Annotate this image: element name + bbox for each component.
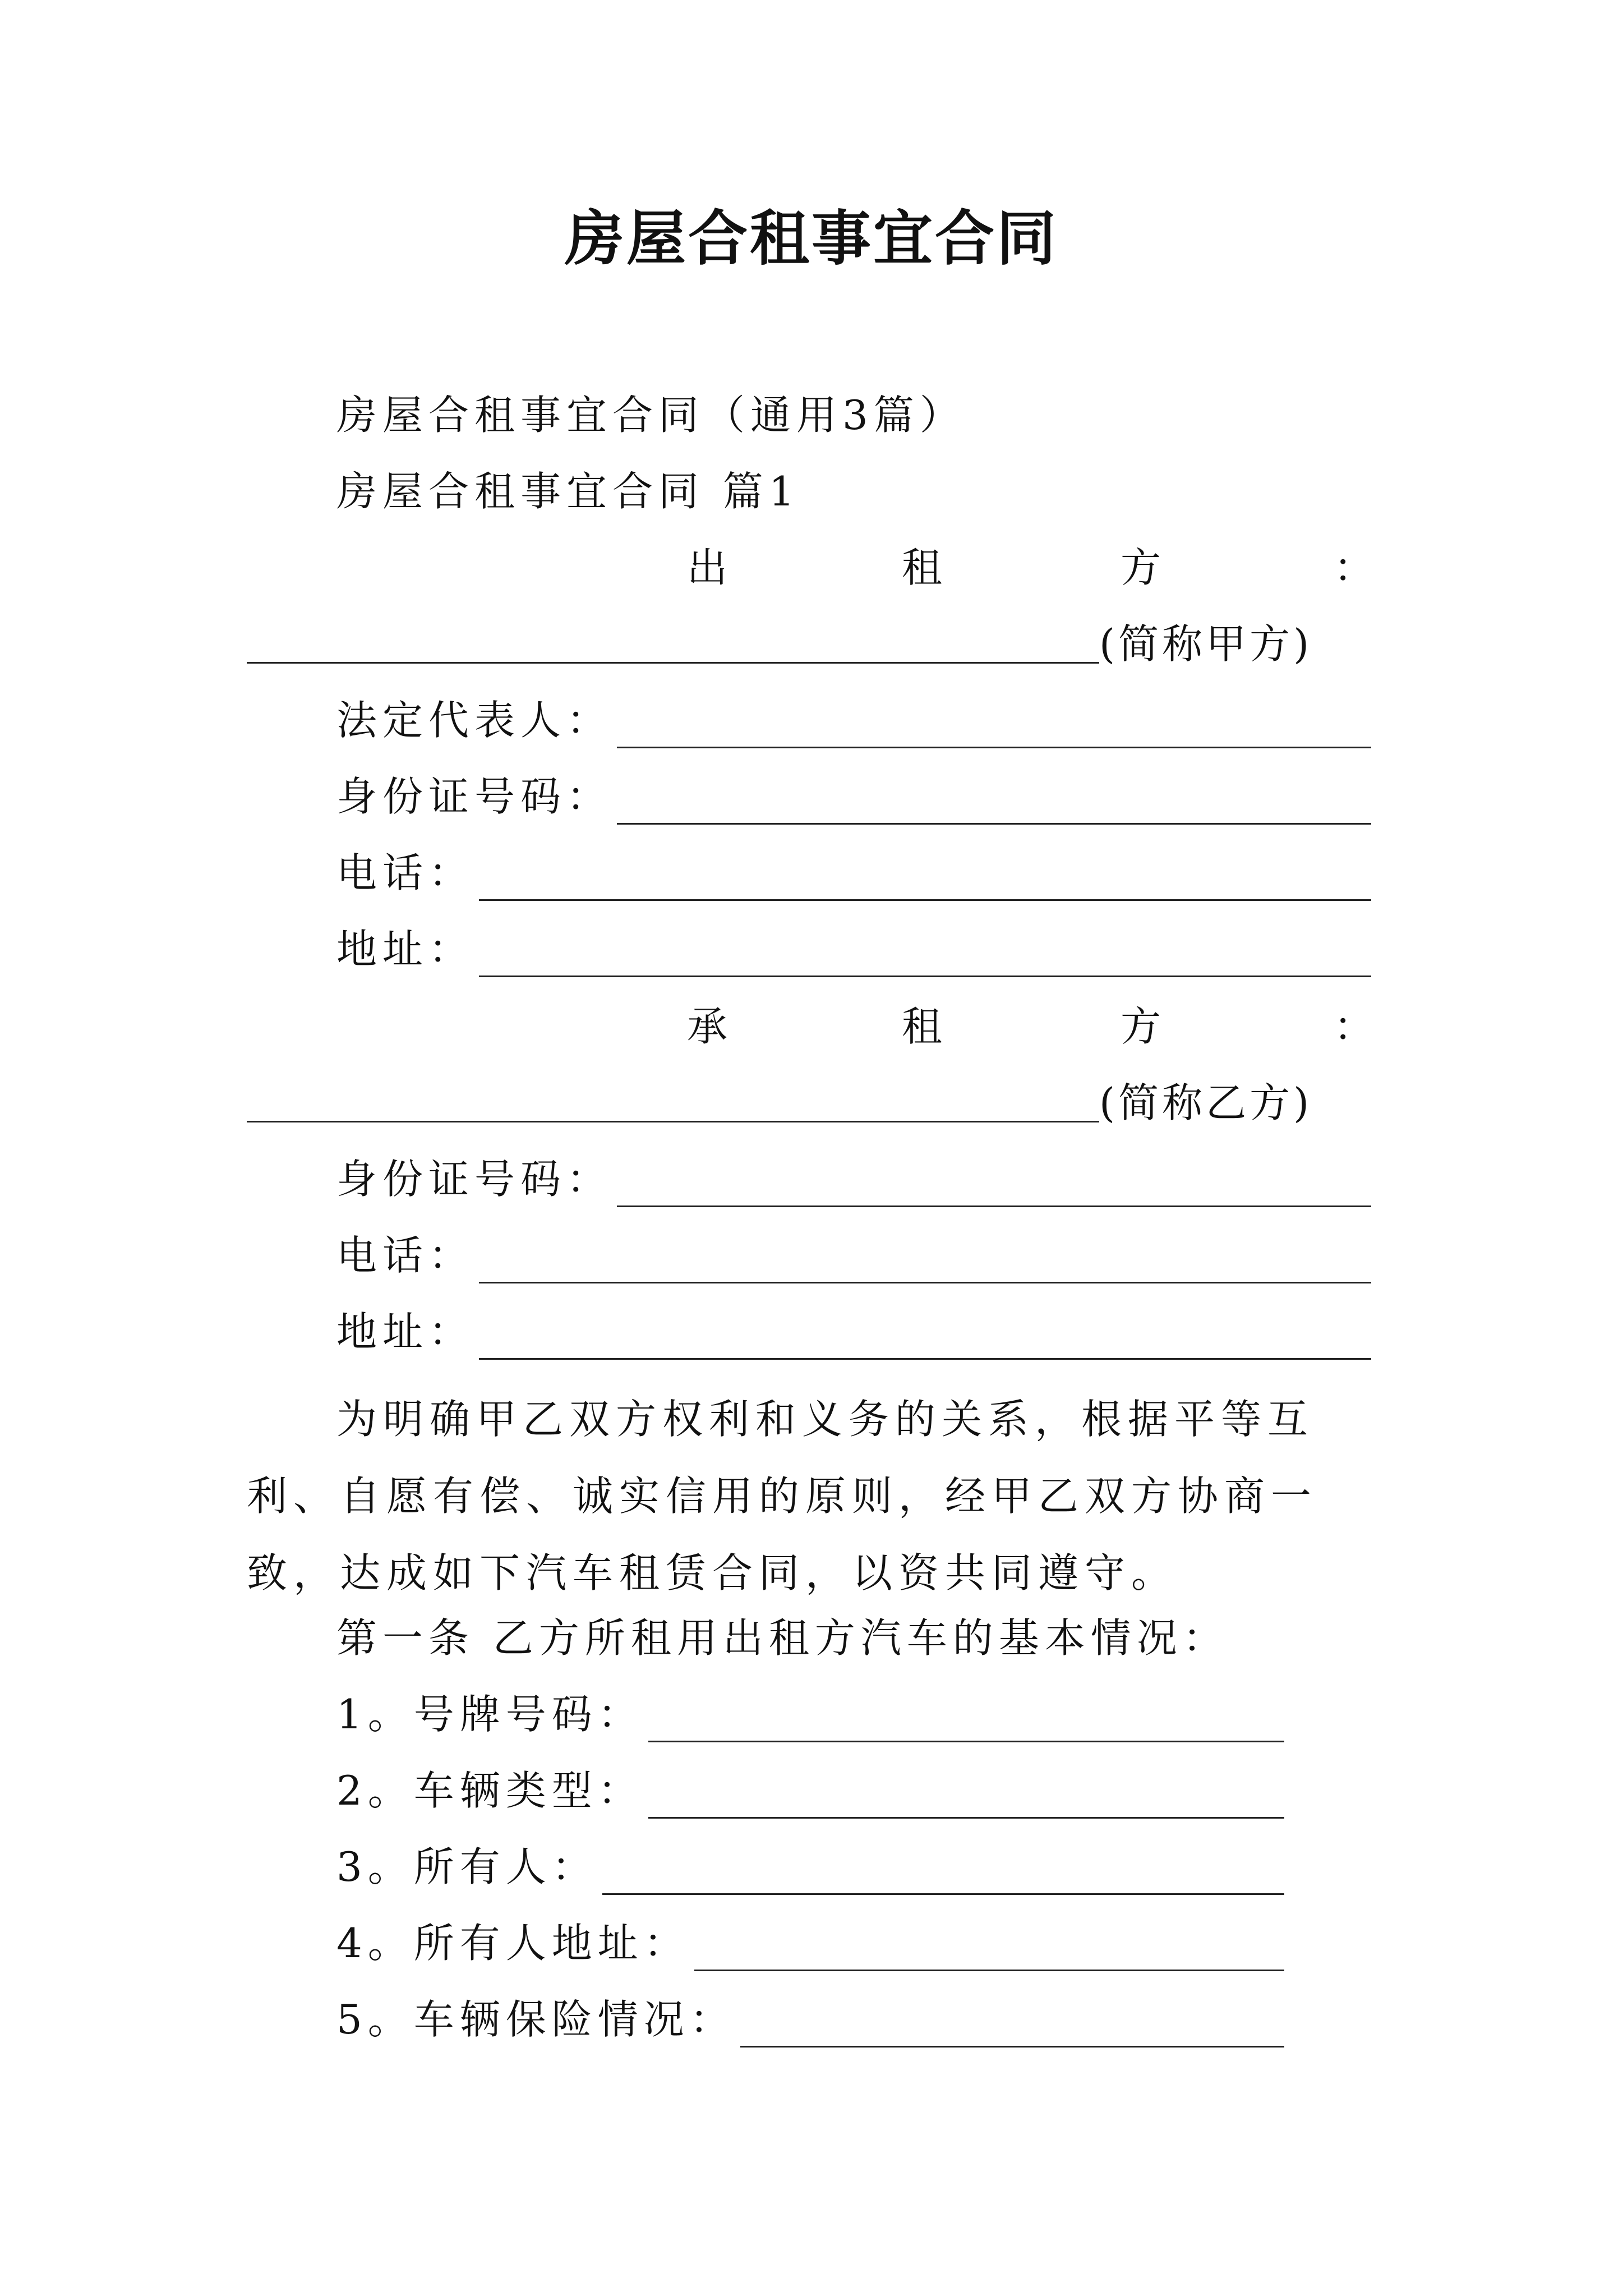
lessor-abbrev: (简称甲方)	[1099, 620, 1313, 668]
section-heading: 房屋合租事宜合同 篇1	[336, 468, 800, 515]
lessor-address-field	[336, 921, 1371, 977]
lessor-label-char-2: 租	[902, 544, 943, 591]
lessor-legal-rep-field	[336, 692, 1371, 748]
lessee-phone-field	[336, 1227, 1371, 1283]
lessee-label-char-4: ：	[1334, 1003, 1375, 1050]
lessee-abbrev: (简称乙方)	[1099, 1079, 1313, 1126]
lessor-label-char-1: 出	[687, 544, 728, 591]
lessee-address-field	[336, 1304, 1371, 1360]
lessor-phone-input[interactable]	[479, 858, 1371, 901]
vehicle-plate-label: 1。号牌号码：	[336, 1691, 644, 1738]
intro-paragraph: 为明确甲乙双方权利和义务的关系，根据平等互利、自愿有偿、诚实信用的原则，经甲乙双方协商一致，达成如下汽车租赁合同，以资共同遵守。	[247, 1396, 1318, 1596]
lessor-label-char-3: 方	[1121, 544, 1161, 591]
lessor-label-char-4: ：	[1334, 544, 1375, 591]
vehicle-plate-field	[336, 1686, 1284, 1742]
lessee-address-input[interactable]	[479, 1317, 1371, 1360]
lessee-id-field	[336, 1151, 1371, 1207]
lessor-address-input[interactable]	[479, 934, 1371, 977]
lessor-phone-field	[336, 845, 1371, 901]
lessor-id-field	[336, 769, 1371, 825]
vehicle-type-label: 2。车辆类型：	[336, 1767, 644, 1814]
lessee-id-input[interactable]	[617, 1164, 1371, 1207]
lessee-phone-input[interactable]	[479, 1240, 1371, 1283]
vehicle-type-field	[336, 1763, 1284, 1819]
vehicle-plate-input[interactable]	[648, 1699, 1284, 1742]
document-title: 房屋合租事宜合同	[565, 203, 1058, 273]
vehicle-owner-address-field	[336, 1915, 1284, 1971]
vehicle-owner-address-input[interactable]	[694, 1928, 1284, 1971]
vehicle-owner-field	[336, 1839, 1284, 1895]
article-1-heading: 第一条 乙方所租用出租方汽车的基本情况：	[336, 1614, 1229, 1662]
lessor-name-blank[interactable]	[247, 662, 1099, 664]
vehicle-owner-label: 3。所有人：	[336, 1843, 598, 1890]
lessor-phone-label: 电话：	[336, 849, 475, 896]
vehicle-insurance-label: 5。车辆保险情况：	[336, 1996, 736, 2043]
lessee-name-blank[interactable]	[247, 1121, 1099, 1122]
lessor-address-label: 地址：	[336, 926, 475, 973]
lessee-label-char-1: 承	[687, 1003, 728, 1050]
lessor-id-label: 身份证号码：	[336, 773, 613, 820]
lessor-legal-rep-input[interactable]	[617, 705, 1371, 748]
vehicle-insurance-field	[336, 1991, 1284, 2047]
lessor-legal-rep-label: 法定代表人：	[336, 697, 613, 744]
lessee-id-label: 身份证号码：	[336, 1156, 613, 1203]
vehicle-owner-address-label: 4。所有人地址：	[336, 1920, 690, 1967]
lessee-label-char-3: 方	[1121, 1003, 1161, 1050]
lessee-label-char-2: 租	[902, 1003, 943, 1050]
vehicle-type-input[interactable]	[648, 1775, 1284, 1819]
lessor-id-input[interactable]	[617, 781, 1371, 825]
vehicle-insurance-input[interactable]	[740, 2004, 1284, 2047]
lessee-address-label: 地址：	[336, 1308, 475, 1355]
vehicle-owner-input[interactable]	[602, 1852, 1284, 1895]
document-subtitle: 房屋合租事宜合同（通用3篇）	[336, 392, 966, 439]
lessee-phone-label: 电话：	[336, 1232, 475, 1279]
